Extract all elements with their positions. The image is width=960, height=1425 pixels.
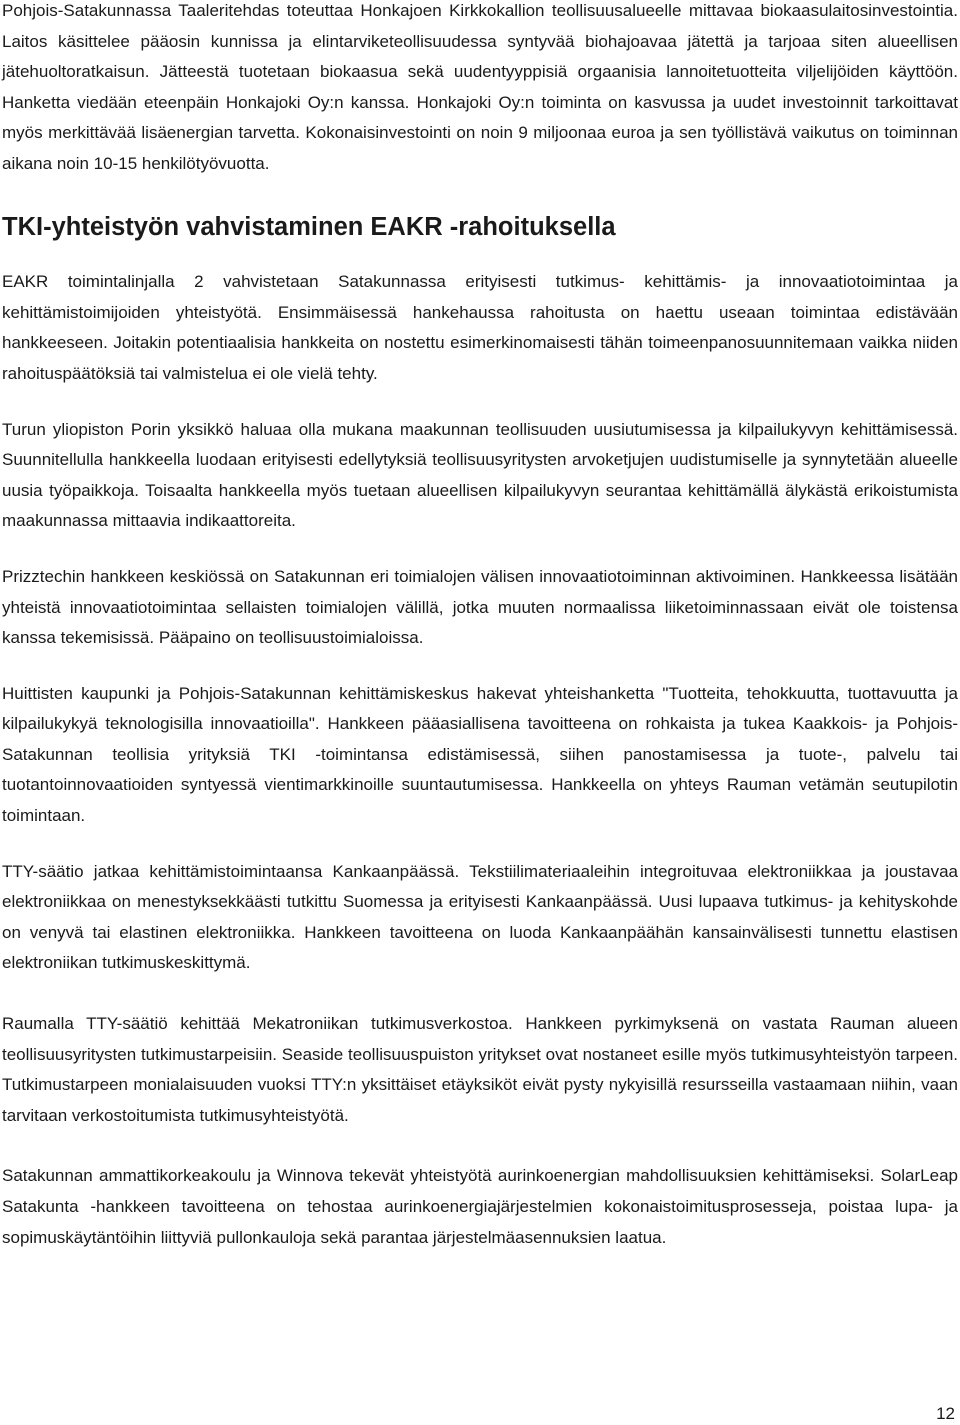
paragraph-samk-winnova: Satakunnan ammattikorkeakoulu ja Winnova tekevät yhteistyötä aurinkoenergian mahdollisuuksien kehittämiseksi. SolarLeap Satakunta -hankkeen tavoitteena on tehostaa aurinkoenergiajärjestelmien kokonaistoimitusprosesseja, poistaa lupa- ja sopimuskäytäntöihin liittyviä pullonkauloja sekä parantaa järjestelmäasennuksien laatua. — [2, 1166, 958, 1247]
document-page — [2, 0, 958, 1253]
paragraph-prizztech: Prizztechin hankkeen keskiössä on Satakunnan eri toimialojen välisen innovaatiotoiminnan aktivoiminen. Hankkeessa lisätään yhteistä innovaatiotoimintaa sellaisten toimialojen välillä, jotka muuten normaalissa liiketoiminnassaan eivät ole toistensa kanssa tekemisissä. Pääpaino on teollisuustoimialoissa. — [2, 566, 958, 648]
paragraph-huittinen: Huittisten kaupunki ja Pohjois-Satakunnan kehittämiskeskus hakevat yhteishanketta "Tuotteita, tehokkuutta, tuottavuutta ja kilpailukykyä teknologisilla innovaatioilla". Hankkeen pääasiallisena tavoitteena on rohkaista ja tukea Kaakkois- ja Pohjois-Satakunnan teollisia yrityksiä TKI -toimintansa edistämisessä, siihen panostamisessa ja tuote-, palvelu tai tuotantoinnovaatioiden syntyessä vientimarkkinoille suuntautumisessa. Hankkeella on yhteys Rauman vetämän seutupilotin toimintaan. — [2, 683, 958, 826]
paragraph-tty-rauma: Raumalla TTY-säätiö kehittää Mekatroniikan tutkimusverkostoa. Hankkeen pyrkimyksenä on vastata Rauman alueen teollisuusyritysten tutkimustarpeisiin. Seaside teollisuuspuiston yritykset ovat nostaneet esille myös tutkimusyhteistyön tarpeen. Tutkimustarpeen monialaisuuden vuoksi TTY:n yksittäiset etäyksiköt eivät pysty nykyisillä resursseilla vastaamaan niihin, vaan tarvitaan verkostoitumista tutkimusyhteistyötä. — [2, 1014, 958, 1125]
paragraph-turun-yliopisto: Turun yliopiston Porin yksikkö haluaa olla mukana maakunnan teollisuuden uusiutumisessa ja kilpailukyvyn kehittämisessä. Suunnitellulla hankkeella luodaan erityisesti edellytyksiä teollisuusyritysten arvoketjujen uudistumiselle ja synnytetään alueelle uusia työpaikkoja. Toisaalta hankkeella myös tuetaan alueellisen kilpailukyvyn seurantaa kehittämällä älykästä erikoistumista maakunnassa mittaavia indikaattoreita. — [2, 419, 958, 531]
intro-paragraph: Pohjois-Satakunnassa Taaleritehdas toteuttaa Honkajoen Kirkkokallion teollisuusalueelle mittavaa biokaasulaitosinvestointia. Laitos käsittelee pääosin kunnissa ja elintarviketeollisuudessa syntyvää biohajoavaa jätettä ja tarjoaa siten alueellisen jätehuoltoratkaisun. Jätteestä tuotetaan biokaasua sekä uudentyyppisiä orgaanisia lannoitetuotteita viljelijöiden käyttöön. Hanketta viedään eteenpäin Honkajoki Oy:n kanssa. Honkajoki Oy:n toiminta on kasvussa ja uudet investoinnit tarkoittavat myös merkittävää lisäenergian tarvetta. Kokonaisinvestointi on noin 9 miljoonaa euroa ja sen työllistävä vaikutus on toiminnan aikana noin 10-15 henkilötyövuotta. — [2, 1, 958, 173]
section-heading: TKI-yhteistyön vahvistaminen EAKR -rahoituksella — [2, 212, 616, 241]
page-number: 12 — [936, 1404, 955, 1423]
paragraph-eakr: EAKR toimintalinjalla 2 vahvistetaan Satakunnassa erityisesti tutkimus- kehittämis- ja innovaatiotoimintaa ja kehittämistoimijoiden yhteistyötä. Ensimmäisessä hankehaussa rahoitusta on haettu useaan toimintaa edistävään hankkeeseen. Joitakin potentiaalisia hankkeita on nostettu esimerkinomaisesti tähän toimeenpanosuunnitemaan vaikka niiden rahoituspäätöksiä tai valmistelua ei ole vielä tehty. — [2, 272, 958, 383]
paragraph-tty-kankaanpaa: TTY-säätio jatkaa kehittämistoimintaansa Kankaanpäässä. Tekstiilimateriaaleihin integroituvaa elektroniikkaa ja joustavaa elektroniikkaa on menestyksekkäästi tutkittu Suomessa ja erityisesti Kankaanpäässä. Uusi lupaava tutkimus- ja kehityskohde on venyvä tai elastinen elektroniikka. Hankkeen tavoitteena on luoda Kankaanpäähän kansainvälisesti tunnettu elastisen elektroniikan tutkimuskeskittymä. — [2, 861, 958, 973]
